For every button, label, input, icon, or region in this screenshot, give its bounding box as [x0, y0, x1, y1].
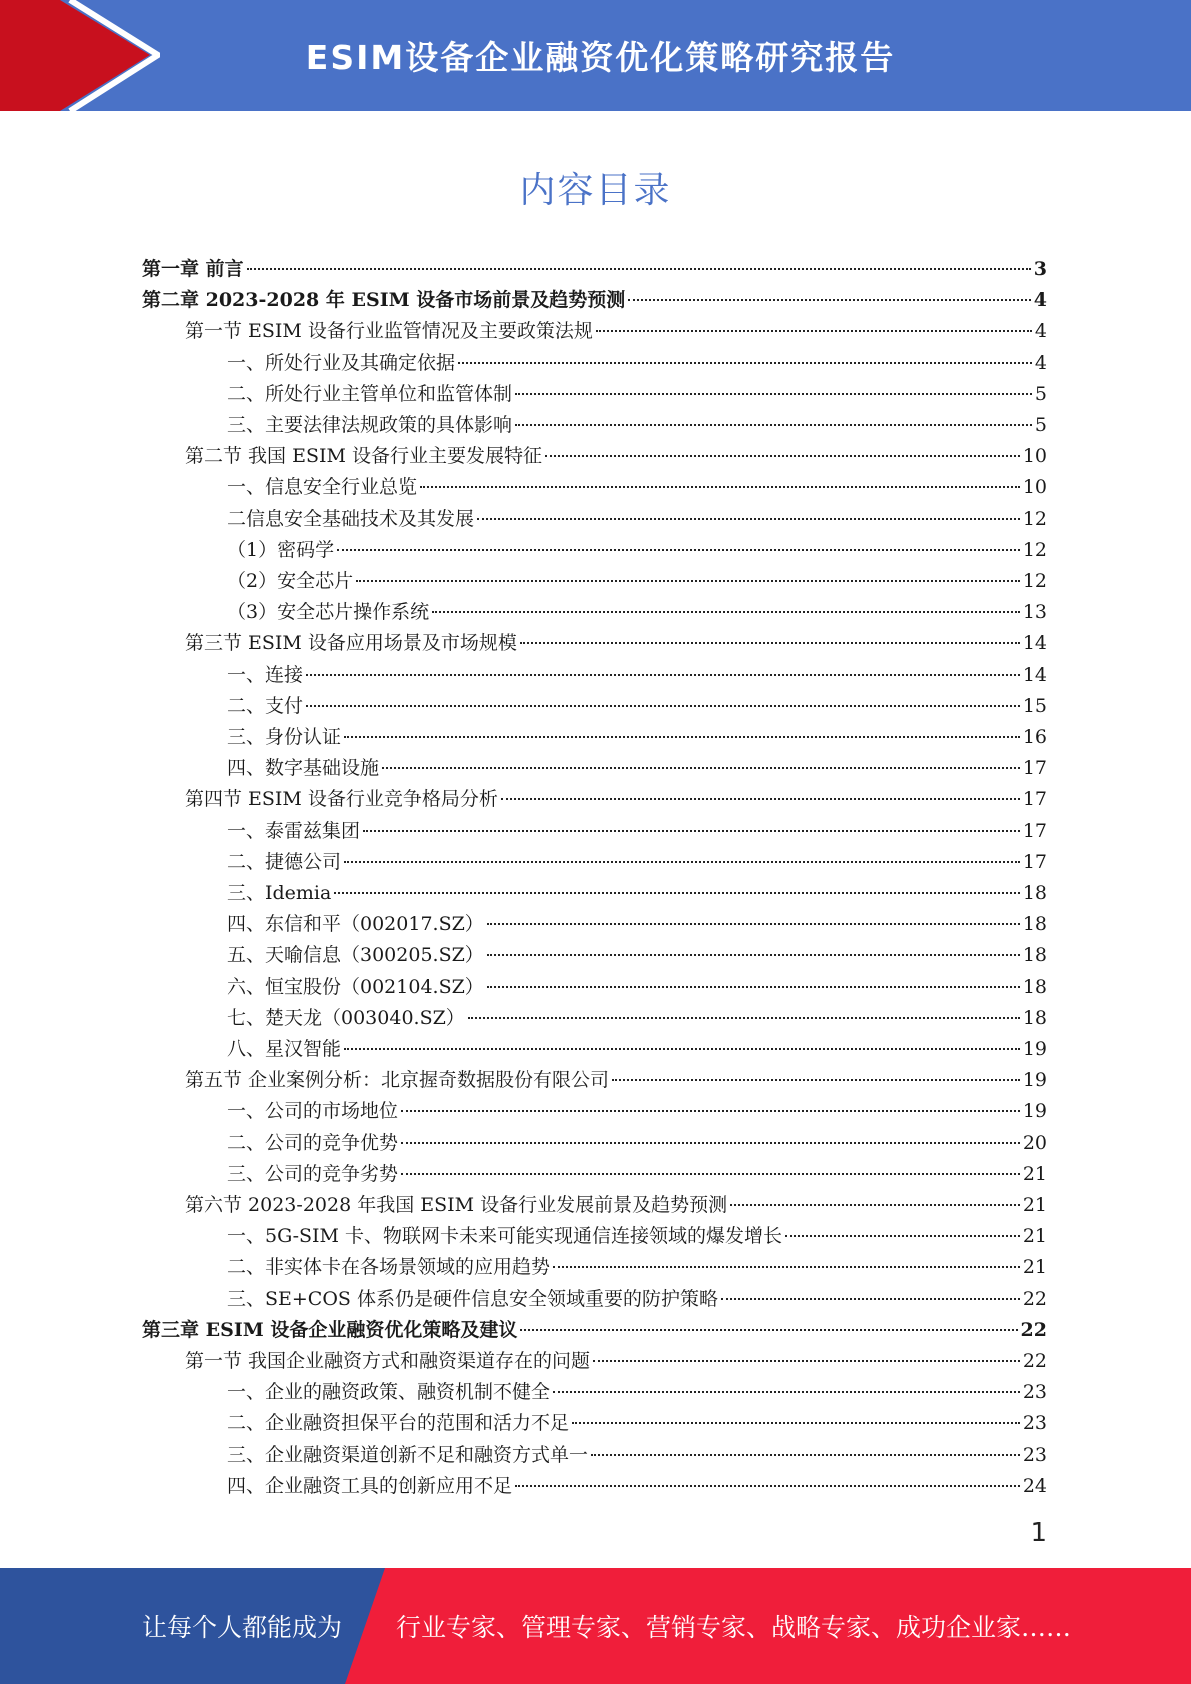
toc-entry[interactable] [227, 566, 1047, 597]
toc-entry[interactable] [142, 254, 1047, 285]
toc-entry[interactable] [185, 441, 1047, 472]
toc-dot-leader [515, 393, 1032, 395]
toc-page-number: 14 [1022, 632, 1047, 655]
toc-page-number: 22 [1022, 1350, 1047, 1372]
toc-dot-leader [356, 580, 1020, 582]
toc-page-number: 4 [1034, 320, 1047, 343]
toc-entry-text: 三、企业融资渠道创新不足和融资方式单一 [227, 1443, 589, 1466]
toc-page-number: 17 [1022, 819, 1047, 842]
toc-entry-text: 第一节 我国企业融资方式和融资渠道存在的问题 [185, 1350, 591, 1372]
toc-dot-leader [487, 986, 1020, 988]
toc-entry-text: 一、所处行业及其确定依据 [227, 351, 456, 374]
toc-dot-leader [477, 518, 1020, 520]
report-title: ESIM设备企业融资优化策略研究报告 [305, 38, 896, 77]
toc-entry[interactable] [185, 1346, 1047, 1377]
toc-entry-text: 第四节 ESIM 设备行业竞争格局分析 [185, 788, 498, 811]
toc-page-number: 21 [1022, 1194, 1047, 1216]
toc-entry[interactable] [227, 410, 1047, 441]
toc-page-number: 14 [1022, 663, 1047, 686]
toc-entry[interactable] [227, 597, 1047, 628]
toc-entry[interactable] [227, 847, 1047, 878]
toc-dot-leader [721, 1298, 1020, 1300]
toc-entry-text: 二、非实体卡在各场景领域的应用趋势 [227, 1256, 551, 1279]
toc-entry[interactable] [185, 784, 1047, 815]
toc-dot-leader [612, 1079, 1020, 1081]
toc-entry-text: 一、公司的市场地位 [227, 1100, 399, 1123]
toc-dot-leader [730, 1204, 1020, 1206]
toc-entry-text: 四、数字基础设施 [227, 757, 380, 780]
toc-dot-leader [520, 642, 1020, 644]
toc-entry-text: 一、连接 [227, 663, 304, 686]
toc-page-number: 23 [1022, 1381, 1047, 1404]
toc-page-number: 18 [1022, 975, 1047, 998]
toc-entry[interactable] [227, 1096, 1047, 1127]
toc-entry[interactable] [227, 1471, 1047, 1502]
toc-dot-leader [458, 362, 1032, 364]
toc-entry-text: 二、所处行业主管单位和监管体制 [227, 382, 513, 405]
toc-page-number: 18 [1022, 913, 1047, 936]
toc-dot-leader [363, 830, 1020, 832]
toc-page-number: 22 [1022, 1287, 1047, 1310]
toc-page-number: 12 [1022, 570, 1047, 592]
toc-entry-text: 第一节 ESIM 设备行业监管情况及主要政策法规 [185, 320, 593, 343]
toc-entry-text: 六、恒宝股份（002104.SZ） [227, 975, 484, 998]
toc-entry[interactable] [227, 972, 1047, 1003]
toc-page-number: 4 [1033, 289, 1047, 312]
toc-entry-text: （1）密码学 [227, 538, 335, 561]
toc-entry-text: 第二节 我国 ESIM 设备行业主要发展特征 [185, 445, 542, 468]
toc-entry[interactable] [227, 816, 1047, 847]
toc-entry-text: 七、楚天龙（003040.SZ） [227, 1006, 465, 1029]
toc-entry[interactable] [227, 1440, 1047, 1471]
toc-entry-text: 一、泰雷兹集团 [227, 819, 361, 842]
toc-entry-text: 二、支付 [227, 694, 304, 717]
toc-page-number: 10 [1022, 476, 1047, 499]
toc-page-number: 24 [1022, 1474, 1047, 1497]
toc-entry[interactable] [227, 1221, 1047, 1252]
toc-page-number: 18 [1022, 944, 1047, 967]
toc-entry[interactable] [227, 504, 1047, 535]
toc-entry[interactable] [227, 1128, 1047, 1159]
toc-entry-text: 八、星汉智能 [227, 1038, 342, 1060]
toc-entry-text: 三、身份认证 [227, 726, 342, 748]
toc-entry[interactable] [227, 753, 1047, 784]
toc-entry-text: 四、企业融资工具的创新应用不足 [227, 1474, 513, 1497]
toc-dot-leader [515, 1485, 1020, 1487]
toc-dot-leader [501, 798, 1020, 800]
toc-entry[interactable] [227, 1252, 1047, 1283]
toc-page-number: 19 [1022, 1069, 1047, 1092]
toc-entry-text: 二、公司的竞争优势 [227, 1131, 399, 1154]
toc-dot-leader [344, 861, 1020, 863]
footer-banner [0, 1568, 1191, 1684]
toc-page-number: 3 [1033, 258, 1047, 280]
toc-entry-text: 第一章 前言 [142, 258, 244, 280]
page-number: 1 [1030, 1518, 1047, 1548]
toc-dot-leader [553, 1391, 1020, 1393]
toc-dot-leader [306, 705, 1020, 707]
toc-page-number: 4 [1034, 351, 1047, 374]
toc-dot-leader [487, 923, 1020, 925]
toc-page-number: 23 [1022, 1443, 1047, 1466]
toc-entry[interactable] [227, 1377, 1047, 1408]
toc-title: 内容目录 [519, 170, 672, 211]
toc-page-number: 17 [1022, 788, 1047, 811]
toc-entry-text: 一、企业的融资政策、融资机制不健全 [227, 1381, 551, 1404]
toc-entry[interactable] [185, 1065, 1047, 1096]
toc-entry[interactable] [227, 1159, 1047, 1190]
toc-entry[interactable] [227, 940, 1047, 971]
toc-dot-leader [545, 455, 1020, 457]
toc-page-number: 20 [1022, 1131, 1047, 1154]
toc-dot-leader [591, 1454, 1020, 1456]
toc-entry-text: 第三章 ESIM 设备企业融资优化策略及建议 [142, 1318, 518, 1341]
toc-dot-leader [401, 1110, 1020, 1112]
toc-dot-leader [553, 1266, 1020, 1268]
toc-entry-text: 二、企业融资担保平台的范围和活力不足 [227, 1412, 570, 1435]
toc-page-number: 16 [1022, 726, 1047, 748]
toc-entry-text: （2）安全芯片 [227, 570, 354, 592]
toc-page-number: 22 [1020, 1318, 1047, 1341]
toc-page-number: 19 [1022, 1100, 1047, 1123]
toc-dot-leader [468, 1017, 1020, 1019]
toc-entry-text: 第三节 ESIM 设备应用场景及市场规模 [185, 632, 517, 655]
toc-page-number: 13 [1022, 601, 1047, 624]
toc-page-number: 12 [1022, 538, 1047, 561]
toc-entry[interactable] [185, 316, 1047, 347]
footer-slogan-right: 行业专家、管理专家、营销专家、战略专家、成功企业家…… [396, 1613, 1072, 1642]
toc-entry[interactable] [227, 1284, 1047, 1315]
toc-entry-text: （3）安全芯片操作系统 [227, 601, 430, 624]
toc-dot-leader [487, 954, 1020, 956]
toc-dot-leader [334, 892, 1019, 894]
toc-entry[interactable] [227, 379, 1047, 410]
toc-entry[interactable] [185, 1190, 1047, 1221]
toc-page-number: 23 [1022, 1412, 1047, 1435]
toc-entry[interactable] [227, 1408, 1047, 1439]
toc-dot-leader [515, 424, 1032, 426]
toc-page-number: 18 [1022, 882, 1047, 904]
toc-dot-leader [785, 1235, 1020, 1237]
toc-entry[interactable] [227, 348, 1047, 379]
toc-entry-text: 二、捷德公司 [227, 850, 342, 873]
toc-dot-leader [382, 767, 1020, 769]
toc-entry-text: 三、Idemia [227, 882, 332, 904]
toc-page-number: 21 [1022, 1162, 1047, 1185]
toc-entry[interactable] [227, 660, 1047, 691]
toc-entry-text: 五、天喻信息（300205.SZ） [227, 944, 484, 967]
toc-page-number: 5 [1034, 414, 1047, 436]
toc-page-number: 18 [1022, 1006, 1047, 1029]
toc-page-number: 12 [1022, 507, 1047, 530]
toc-page-number: 5 [1034, 382, 1047, 405]
header-banner [0, 0, 1191, 111]
toc-entry[interactable] [227, 691, 1047, 722]
toc-dot-leader [432, 611, 1020, 613]
toc-dot-leader [337, 549, 1020, 551]
toc-entry[interactable] [227, 1034, 1047, 1065]
toc-entry-text: 第五节 企业案例分析：北京握奇数据股份有限公司 [185, 1069, 610, 1092]
toc-dot-leader [247, 268, 1031, 270]
toc-dot-leader [572, 1422, 1020, 1424]
toc-entry-text: 一、信息安全行业总览 [227, 476, 418, 499]
toc-entry-text: 三、公司的竞争劣势 [227, 1162, 399, 1185]
toc-page-number: 19 [1022, 1038, 1047, 1060]
toc-dot-leader [420, 486, 1020, 488]
toc-page-number: 10 [1022, 445, 1047, 468]
toc-dot-leader [344, 736, 1020, 738]
toc-entry-text: 三、主要法律法规政策的具体影响 [227, 414, 513, 436]
footer-slogan-left: 让每个人都能成为 [142, 1613, 343, 1642]
toc-entry[interactable] [227, 878, 1047, 909]
toc-dot-leader [628, 299, 1031, 301]
toc-entry-text: 第六节 2023-2028 年我国 ESIM 设备行业发展前景及趋势预测 [185, 1194, 728, 1216]
toc-page-number: 21 [1022, 1256, 1047, 1279]
toc-dot-leader [593, 1360, 1020, 1362]
toc-entry[interactable] [227, 472, 1047, 503]
toc-entry[interactable] [227, 722, 1047, 753]
toc-entry[interactable] [185, 628, 1047, 659]
toc-entry[interactable] [142, 1315, 1047, 1346]
toc-entry-text: 第二章 2023-2028 年 ESIM 设备市场前景及趋势预测 [142, 289, 626, 312]
toc-dot-leader [401, 1173, 1020, 1175]
toc-page-number: 17 [1022, 757, 1047, 780]
toc-page-number: 17 [1022, 850, 1047, 873]
toc-entry-text: 三、SE+COS 体系仍是硬件信息安全领域重要的防护策略 [227, 1287, 718, 1310]
toc-dot-leader [520, 1329, 1017, 1331]
toc-dot-leader [306, 674, 1020, 676]
toc-entry-text: 二信息安全基础技术及其发展 [227, 507, 475, 530]
toc-dot-leader [401, 1142, 1020, 1144]
toc-entry-text: 一、5G-SIM 卡、物联网卡未来可能实现通信连接领域的爆发增长 [227, 1225, 783, 1248]
toc-page-number: 15 [1022, 694, 1047, 717]
toc-dot-leader [344, 1048, 1020, 1050]
toc-entry[interactable] [142, 285, 1047, 316]
toc-dot-leader [596, 330, 1032, 332]
toc-page-number: 21 [1022, 1225, 1047, 1248]
toc-entry[interactable] [227, 535, 1047, 566]
toc-entry[interactable] [227, 1003, 1047, 1034]
toc-entry-text: 四、东信和平（002017.SZ） [227, 913, 484, 936]
toc-entry[interactable] [227, 909, 1047, 940]
